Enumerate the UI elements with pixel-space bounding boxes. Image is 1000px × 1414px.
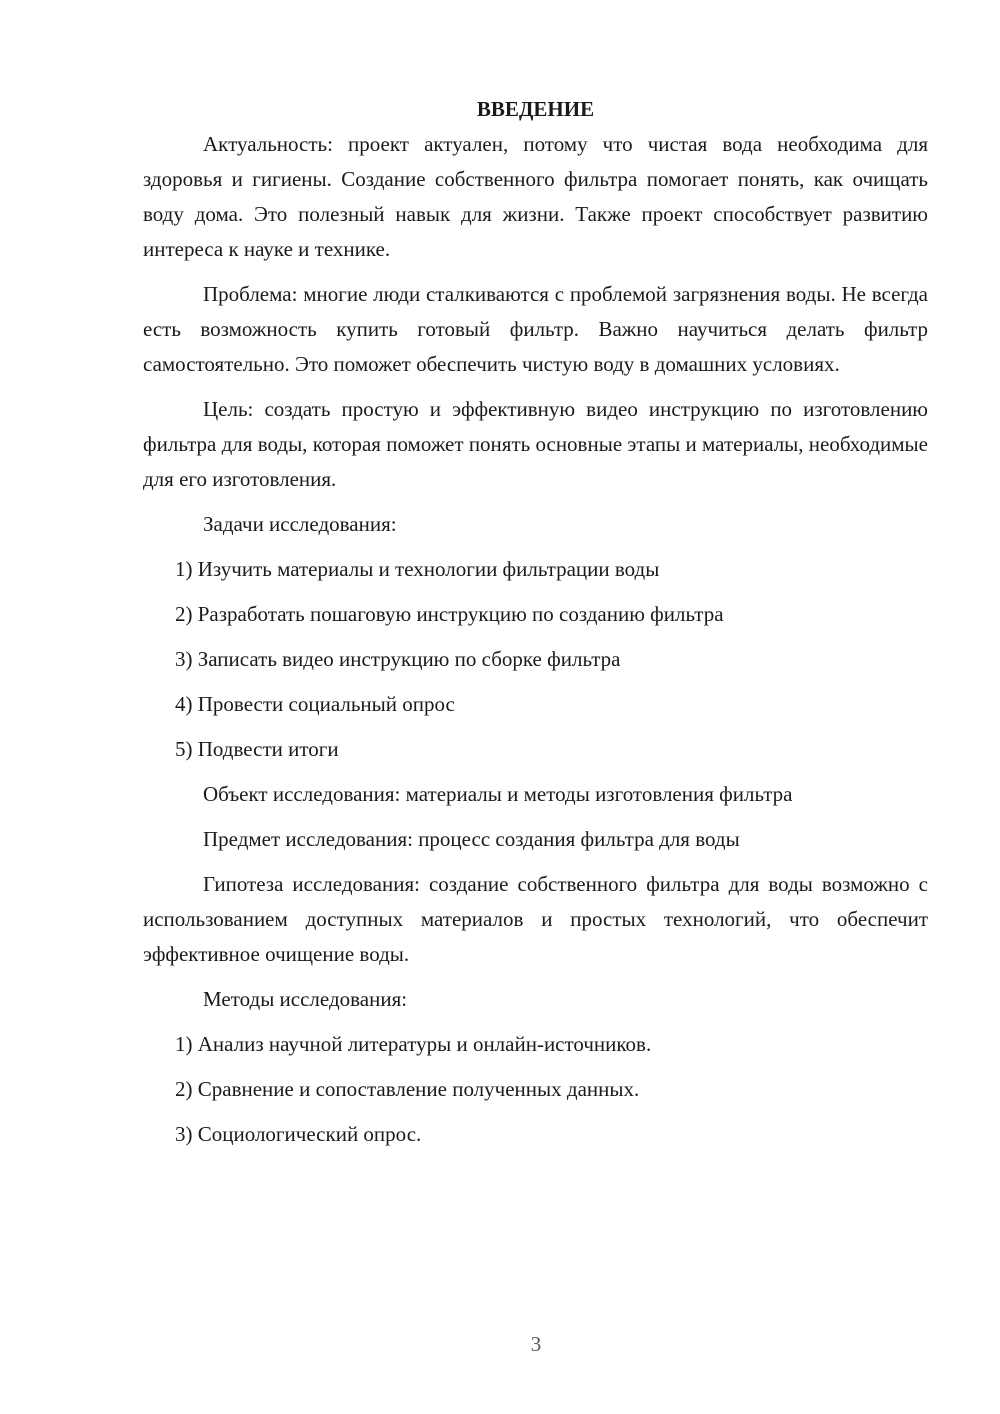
task-item: 3) Записать видео инструкцию по сборке фильтра — [175, 647, 621, 671]
subject-line: Предмет исследования: процесс создания фильтра для воды — [203, 827, 740, 851]
goal-paragraph: Цель: создать простую и эффективную видео инструкцию по изготовлению фильтра для воды, которая поможет понять основные этапы и материалы, необходимые для его изготовления. — [143, 397, 928, 491]
relevance-paragraph: Актуальность: проект актуален, потому что чистая вода необходима для здоровья и гигиены. Создание собственного фильтра помогает понять, как очищать воду дома. Это полезный навык для жизни. Также проект способствует развитию интереса к науке и технике. — [143, 132, 928, 261]
object-line: Объект исследования: материалы и методы изготовления фильтра — [203, 782, 793, 806]
method-item: 3) Социологический опрос. — [175, 1122, 422, 1146]
tasks-list — [143, 552, 928, 767]
task-item: 2) Разработать пошаговую инструкцию по созданию фильтра — [175, 602, 724, 626]
task-item: 4) Провести социальный опрос — [175, 692, 455, 716]
hypothesis-paragraph: Гипотеза исследования: создание собственного фильтра для воды возможно с использованием доступных материалов и простых технологий, что обеспечит эффективное очищение воды. — [143, 872, 928, 966]
problem-paragraph: Проблема: многие люди сталкиваются с проблемой загрязнения воды. Не всегда есть возможность купить готовый фильтр. Важно научиться делать фильтр самостоятельно. Это поможет обеспечить чистую воду в домашних условиях. — [143, 282, 928, 376]
method-item: 2) Сравнение и сопоставление полученных данных. — [175, 1077, 640, 1101]
method-item: 1) Анализ научной литературы и онлайн-источников. — [175, 1032, 652, 1056]
document-page — [143, 92, 928, 1162]
task-item: 1) Изучить материалы и технологии фильтрации воды — [175, 557, 660, 581]
tasks-heading: Задачи исследования: — [203, 512, 397, 536]
methods-list — [143, 1027, 928, 1152]
page-number: 3 — [530, 1332, 542, 1356]
task-item: 5) Подвести итоги — [175, 737, 339, 761]
methods-heading: Методы исследования: — [203, 987, 408, 1011]
section-title: ВВЕДЕНИЕ — [476, 97, 595, 121]
